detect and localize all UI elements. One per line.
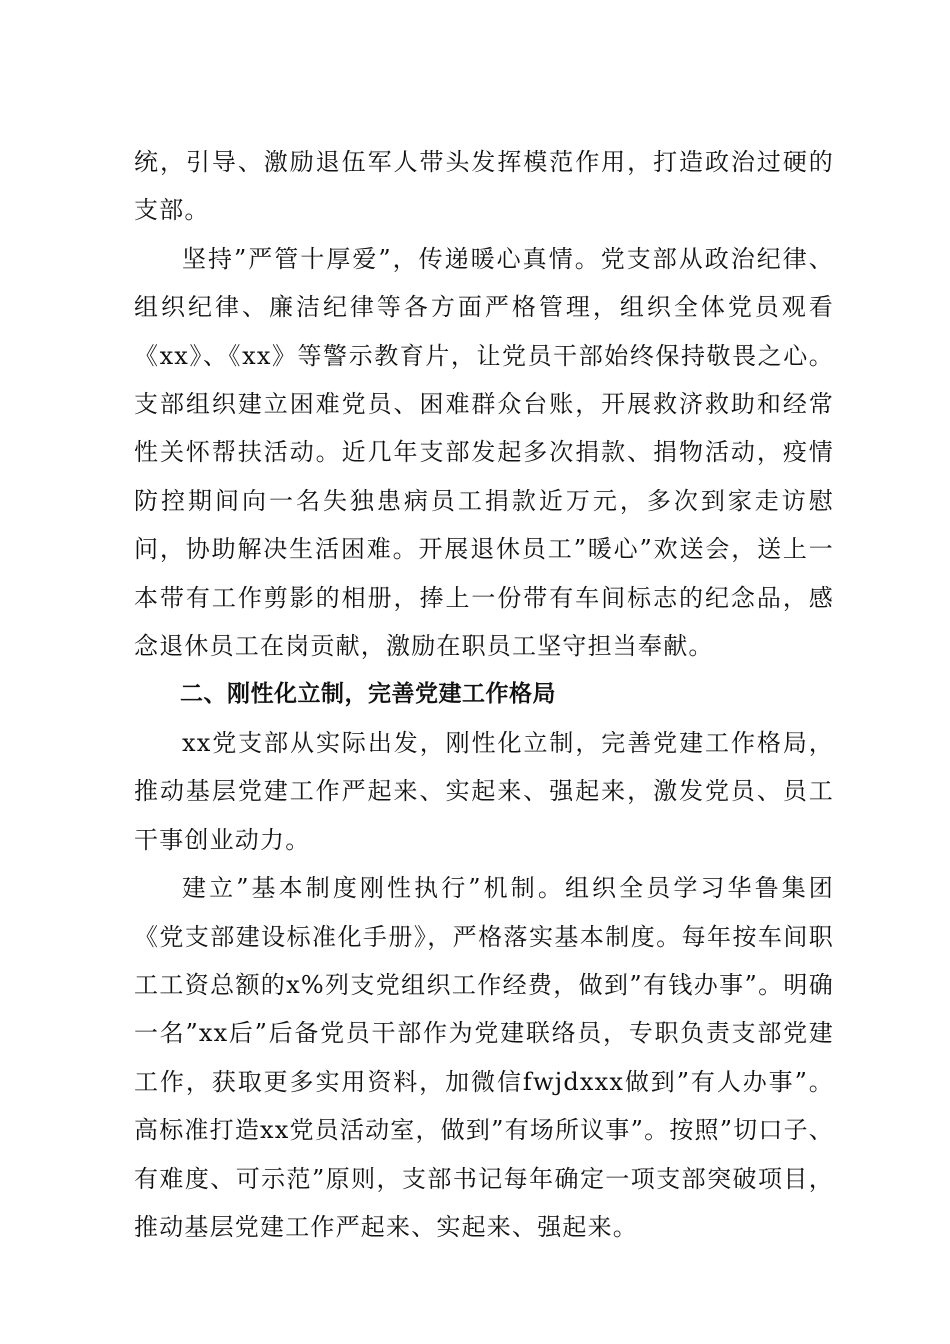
paragraph-continuation: 统，引导、激励退伍军人带头发挥模范作用，打造政治过硬的支部。 [134, 148, 834, 225]
document-body [134, 138, 834, 1251]
section-heading: 二、刚性化立制，完善党建工作格局 [180, 681, 556, 708]
paragraph-strict-care: 坚持”严管十厚爱”，传递暖心真情。党支部从政治纪律、组织纪律、廉洁纪律等各方面严格管理，组织全体党员观看《xx》、《xx》等警示教育片，让党员干部始终保持敬畏之心。支部组织建立困难党员、困难群众台账，开展救济救助和经常性关怀帮扶活动。近几年支部发起多次捐款、捐物活动，疫情防控期间向一名失独患病员工捐款近万元，多次到家走访慰问，协助解决生活困难。开展退休员工”暖心”欢送会，送上一本带有工作剪影的相册，捧上一份带有车间标志的纪念品，感念退休员工在岗贡献，激励在职员工坚守担当奉献。 [134, 244, 834, 661]
paragraph-basic-system: 建立”基本制度刚性执行”机制。组织全员学习华鲁集团《党支部建设标准化手册》，严格落实基本制度。每年按车间职工工资总额的x%列支党组织工作经费，做到”有钱办事”。明确一名”xx后”后备党员干部作为党建联络员，专职负责支部党建工作，获取更多实用资料，加微信fwjdxxx做到”有人办事”。高标准打造xx党员活动室，做到”有场所议事”。按照”切口子、有难度、可示范”原则，支部书记每年确定一项支部突破项目，推动基层党建工作严起来、实起来、强起来。 [134, 874, 834, 1241]
paragraph-section-intro: xx党支部从实际出发，刚性化立制，完善党建工作格局，推动基层党建工作严起来、实起来、强起来，激发党员、员工干事创业动力。 [134, 728, 834, 854]
